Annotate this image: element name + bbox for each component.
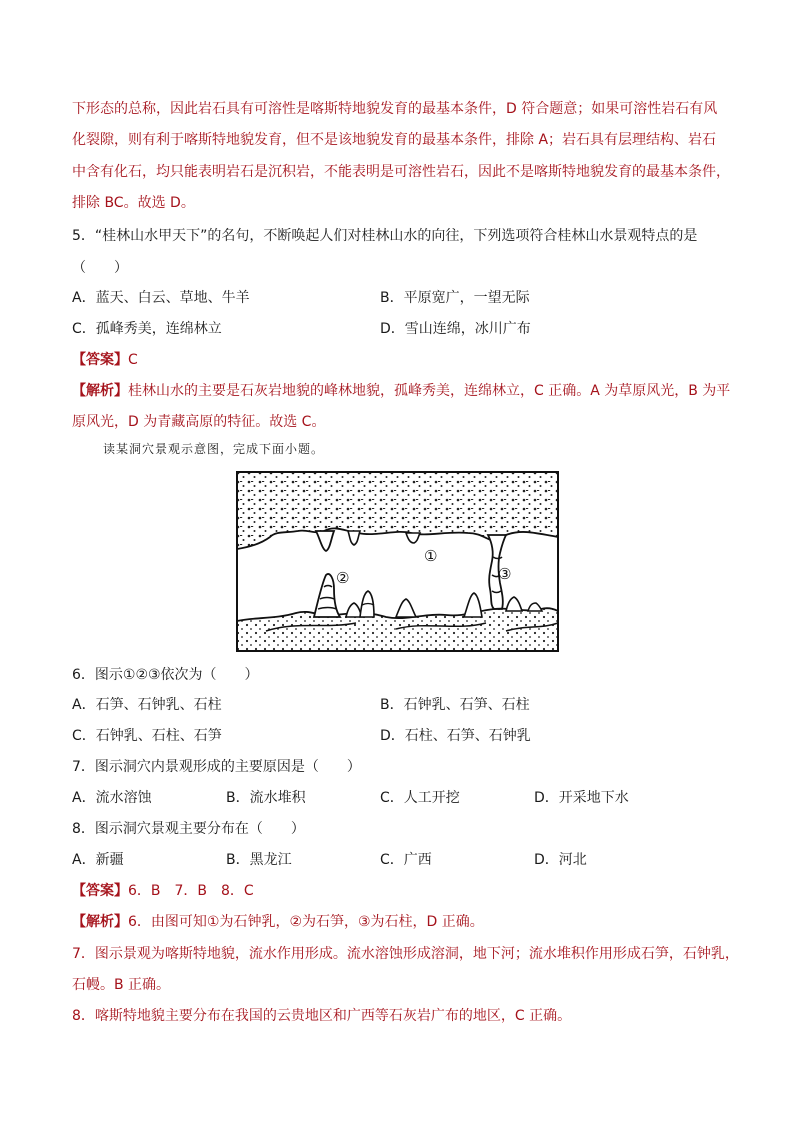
label-1: ① [424, 547, 438, 565]
q6-option-c: C．石钟乳、石柱、石笋 [72, 728, 222, 744]
answer-tag: 【答案】 [72, 883, 128, 899]
q7-stem: 7．图示洞穴内景观形成的主要原因是（ ） [72, 759, 361, 775]
q5-option-b: B．平原宽广，一望无际 [380, 290, 530, 306]
q7-option-a: A．流水溶蚀 [72, 790, 152, 806]
q5-stem: 5．“桂林山水甲天下”的名句，不断唤起人们对桂林山水的向往，下列选项符合桂林山水景观特点的是 [72, 228, 698, 244]
figure-caption: 读某洞穴景观示意图，完成下面小题。 [103, 442, 325, 456]
q6-option-b: B．石钟乳、石笋、石柱 [380, 697, 530, 713]
q8-analysis-line: 8．喀斯特地貌主要分布在我国的云贵地区和广西等石灰岩广布的地区，C 正确。 [72, 1008, 572, 1024]
q5-paren: （ ） [72, 260, 128, 276]
q5-option-c: C．孤峰秀美，连绵林立 [72, 321, 222, 337]
explanation-line-3: 中含有化石，均只能表明岩石是沉积岩，不能表明是可溶性岩石，因此不是喀斯特地貌发育的最基本条件， [72, 164, 730, 180]
explanation-line-2: 化裂隙，则有利于喀斯特地貌发育，但不是该地貌发育的最基本条件，排除 A；岩石具有层理结构、岩石 [72, 132, 717, 148]
q7-analysis-line-1: 7．图示景观为喀斯特地貌，流水作用形成。流水溶蚀形成溶洞，地下河；流水堆积作用形成石笋，石钟乳， [72, 946, 739, 962]
q8-stem: 8．图示洞穴景观主要分布在（ ） [72, 821, 305, 837]
label-3: ③ [498, 565, 512, 583]
q7-analysis-line-2: 石幔。B 正确。 [72, 977, 171, 993]
explanation-line-1: 下形态的总称，因此岩石具有可溶性是喀斯特地貌发育的最基本条件，D 符合题意；如果可溶性岩石有风 [72, 101, 718, 117]
label-2: ② [336, 569, 350, 587]
q5-answer: C [128, 352, 138, 368]
q5-analysis-line-2: 原风光，D 为青藏高原的特征。故选 C。 [72, 414, 326, 430]
q6-stem: 6．图示①②③依次为（ ） [72, 667, 259, 683]
q8-option-a: A．新疆 [72, 852, 124, 868]
q8-option-b: B．黑龙江 [226, 852, 292, 868]
q7-option-c: C．人工开挖 [380, 790, 460, 806]
q6-option-a: A．石笋、石钟乳、石柱 [72, 697, 222, 713]
q8-option-c: C．广西 [380, 852, 432, 868]
q5-option-a: A．蓝天、白云、草地、牛羊 [72, 290, 250, 306]
q5-answer-line [72, 350, 138, 370]
q5-analysis-text-1: 桂林山水的主要是石灰岩地貌的峰林地貌，孤峰秀美，连绵林立，C 正确。A 为草原风光，B 为平 [128, 383, 731, 399]
q8-option-d: D．河北 [534, 852, 587, 868]
cave-diagram [236, 471, 559, 652]
q7-option-b: B．流水堆积 [226, 790, 306, 806]
q5-option-d: D．雪山连绵，冰川广布 [380, 321, 531, 337]
q678-answer: 6．B 7．B 8．C [128, 883, 254, 899]
q678-answer-line [72, 881, 254, 901]
analysis-tag: 【解析】 [72, 914, 128, 930]
q5-analysis-line-1 [72, 381, 730, 401]
analysis-tag: 【解析】 [72, 383, 128, 399]
explanation-line-4: 排除 BC。故选 D。 [72, 195, 195, 211]
q7-option-d: D．开采地下水 [534, 790, 629, 806]
q6-analysis-text: 6．由图可知①为石钟乳，②为石笋，③为石柱，D 正确。 [128, 914, 484, 930]
q6-analysis-line [72, 912, 484, 932]
q6-option-d: D．石柱、石笋、石钟乳 [380, 728, 531, 744]
answer-tag: 【答案】 [72, 352, 128, 368]
